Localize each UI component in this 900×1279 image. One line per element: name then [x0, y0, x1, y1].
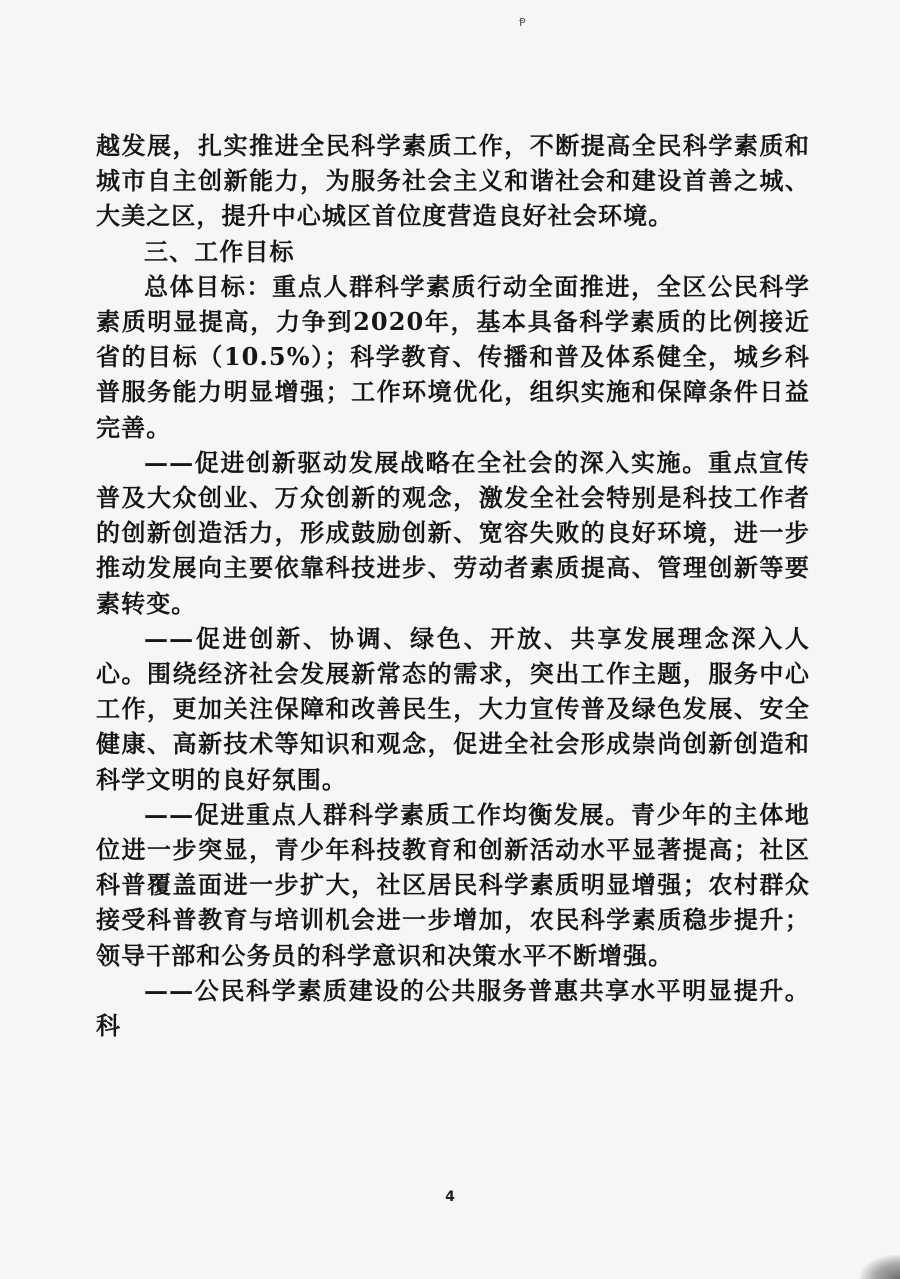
paragraph-public-services: ——公民科学素质建设的公共服务普惠共享水平明显提升。科	[96, 975, 810, 1041]
scan-corner-shadow	[860, 1255, 900, 1279]
paragraph-continuation: 越发展，扎实推进全民科学素质工作，不断提高全民科学素质和城市自主创新能力，为服务社会主义和谐社会和建设首善之城、大美之区，提升中心城区首位度营造良好社会环境。	[96, 131, 810, 231]
paragraph-innovation-driven: ——促进创新驱动发展战略在全社会的深入实施。重点宣传普及大众创业、万众创新的观念，激发全社会特别是科技工作者的创新创造活力，形成鼓励创新、宽容失败的良好环境，进一步推动发展向主要依靠科技进步、劳动者素质提高、管理创新等要素转变。	[96, 447, 810, 618]
section-heading-work-goals: 三、工作目标	[144, 236, 295, 266]
page-number: 4	[445, 1189, 455, 1205]
paragraph-development-concepts: ——促进创新、协调、绿色、开放、共享发展理念深入人心。围绕经济社会发展新常态的需求，突出工作主题，服务中心工作，更加关注保障和改善民生，大力宣传普及绿色发展、安全健康、高新技术等知识和观念，促进全社会形成崇尚创新创造和科学文明的良好氛围。	[96, 623, 810, 794]
scan-mark: Ᵽ	[519, 16, 526, 29]
paragraph-key-groups: ——促进重点人群科学素质工作均衡发展。青少年的主体地位进一步突显，青少年科技教育和创新活动水平显著提高；社区科普覆盖面进一步扩大，社区居民科学素质明显增强；农村群众接受科普教育与培训机会进一步增加，农民科学素质稳步提升；领导干部和公务员的科学意识和决策水平不断增强。	[96, 799, 810, 970]
document-body	[96, 128, 810, 1043]
paragraph-overall-goal: 总体目标：重点人群科学素质行动全面推进，全区公民科学素质明显提高，力争到2020年，基本具备科学素质的比例接近省的目标（10.5%）；科学教育、传播和普及体系健全，城乡科普服务能力明显增强；工作环境优化，组织实施和保障条件日益完善。	[96, 271, 810, 442]
